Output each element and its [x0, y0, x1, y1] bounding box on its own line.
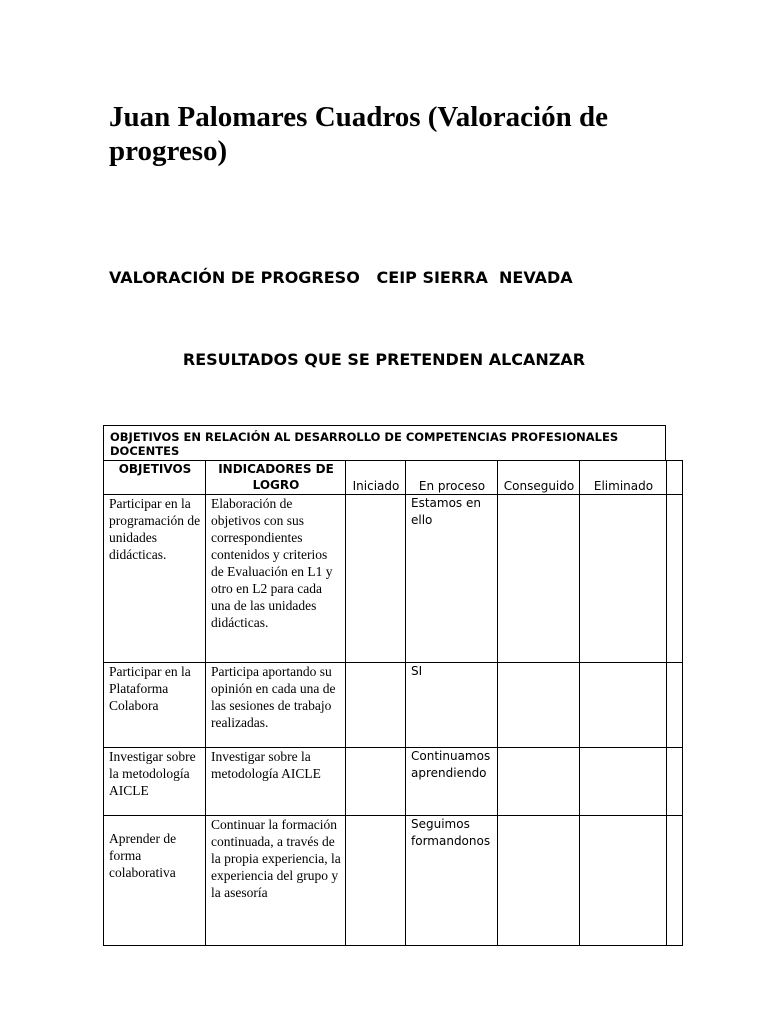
indicador-cell: Participa aportando su opinión en cada una de las sesiones de trabajo realizadas.: [206, 663, 346, 748]
iniciado-cell: [346, 748, 406, 816]
header-conseguido: Conseguido: [498, 461, 580, 495]
progress-table: [103, 460, 683, 946]
conseguido-cell: [498, 816, 580, 946]
table-row: [104, 663, 683, 748]
conseguido-cell: [498, 663, 580, 748]
en-proceso-cell: Continuamos aprendiendo: [406, 748, 498, 816]
table-header-row: [104, 461, 683, 495]
eliminado-cell: [580, 748, 667, 816]
table-row: [104, 495, 683, 663]
header-eliminado: Eliminado: [580, 461, 667, 495]
blank-cell: [667, 816, 683, 946]
header-en-proceso: En proceso: [406, 461, 498, 495]
blank-cell: [667, 748, 683, 816]
document-subtitle: VALORACIÓN DE PROGRESO CEIP SIERRA NEVADA: [109, 268, 573, 287]
en-proceso-cell: Seguimos formandonos: [406, 816, 498, 946]
blank-cell: [667, 663, 683, 748]
indicador-cell: Elaboración de objetivos con sus correspondientes contenidos y criterios de Evaluación en L1 y otro en L2 para cada una de las unidades didácticas.: [206, 495, 346, 663]
header-blank: [667, 461, 683, 495]
objetivo-cell: Investigar sobre la metodología AICLE: [104, 748, 206, 816]
table-row: [104, 748, 683, 816]
conseguido-cell: [498, 748, 580, 816]
iniciado-cell: [346, 663, 406, 748]
en-proceso-cell: Estamos en ello: [406, 495, 498, 663]
objetivo-cell: Aprender de forma colaborativa: [104, 816, 206, 946]
en-proceso-cell: SI: [406, 663, 498, 748]
objetivo-cell: Participar en la Plataforma Colabora: [104, 663, 206, 748]
eliminado-cell: [580, 663, 667, 748]
iniciado-cell: [346, 816, 406, 946]
table-row: [104, 816, 683, 946]
conseguido-cell: [498, 495, 580, 663]
header-objetivos: OBJETIVOS: [104, 461, 206, 495]
header-indicadores: INDICADORES DE LOGRO: [206, 461, 346, 495]
header-iniciado: Iniciado: [346, 461, 406, 495]
indicador-cell: Investigar sobre la metodología AICLE: [206, 748, 346, 816]
table-banner: OBJETIVOS EN RELACIÓN AL DESARROLLO DE COMPETENCIAS PROFESIONALES DOCENTES: [103, 425, 666, 460]
eliminado-cell: [580, 495, 667, 663]
eliminado-cell: [580, 816, 667, 946]
section-heading: RESULTADOS QUE SE PRETENDEN ALCANZAR: [182, 350, 586, 369]
objetivo-cell: Participar en la programación de unidades didácticas.: [104, 495, 206, 663]
blank-cell: [667, 495, 683, 663]
document-title: Juan Palomares Cuadros (Valoración de progreso): [109, 101, 608, 167]
indicador-cell: Continuar la formación continuada, a través de la propia experiencia, la experiencia del grupo y la asesoría: [206, 816, 346, 946]
iniciado-cell: [346, 495, 406, 663]
